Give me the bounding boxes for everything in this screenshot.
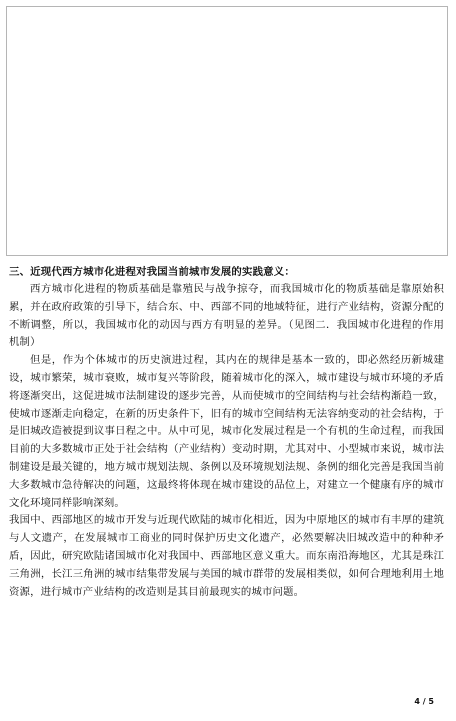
figure-frame [6,6,448,256]
document-body [9,264,444,601]
paragraph-material-basis: 西方城市化进程的物质基础是靠殖民与战争掠夺，而我国城市化的物质基础是靠原始积累，并在政府政策的引导下，结合东、中、西部不同的地域特征，进行产业结构，资源分配的不断调整，所以，我国城市化的动因与西方有明显的差异。（见图二．我国城市化进程的作用机制） [9,283,444,349]
section-heading: 三、近现代西方城市化进程对我国当前城市发展的实践意义： [9,266,295,278]
paragraph-historical-evolution: 但是，作为个体城市的历史演进过程，其内在的规律是基本一致的，即必然经历新城建设，城市繁荣，城市衰败，城市复兴等阶段，随着城市化的深入，城市建设与城市环境的矛盾将逐渐突出，这促进城市法制建设的逐步完善，从而使城市的空间结构与社会结构渐趋一致，使城市逐渐走向稳定，在新的历史条件下，旧有的城市空间结构无法容纳变动的社会结构，于是旧城改造被提到议事日程之中。从中可见，城市化发展过程是一个有机的生命过程，而我国目前的大多数城市正处于社会结构（产业结构）变动时期，尤其对中、小型城市来说，城市法制建设是最关键的，地方城市规划法规、条例以及环境规划法规、条例的细化完善是我国当前大多数城市急待解决的问题，这最终将体现在城市建设的品位上，对建立一个健康有序的城市文化环境同样影响深刻。 [9,354,444,509]
page-number: 4 / 5 [414,697,434,706]
paragraph-regional-development: 我国中、西部地区的城市开发与近现代欧陆的城市化相近，因为中原地区的城市有丰厚的建筑与人文遗产，在发展城市工商业的同时保护历史文化遗产，必然要解决旧城改造中的种种矛盾，因此，研究欧陆诸国城市化对我国中、西部地区意义重大。而东南沿海地区，尤其是珠江三角洲，长江三角洲的城市结集带发展与美国的城市群带的发展相类似，如何合理地利用土地资源，进行城市产业结构的改造则是其目前最现实的城市问题。 [9,514,444,598]
